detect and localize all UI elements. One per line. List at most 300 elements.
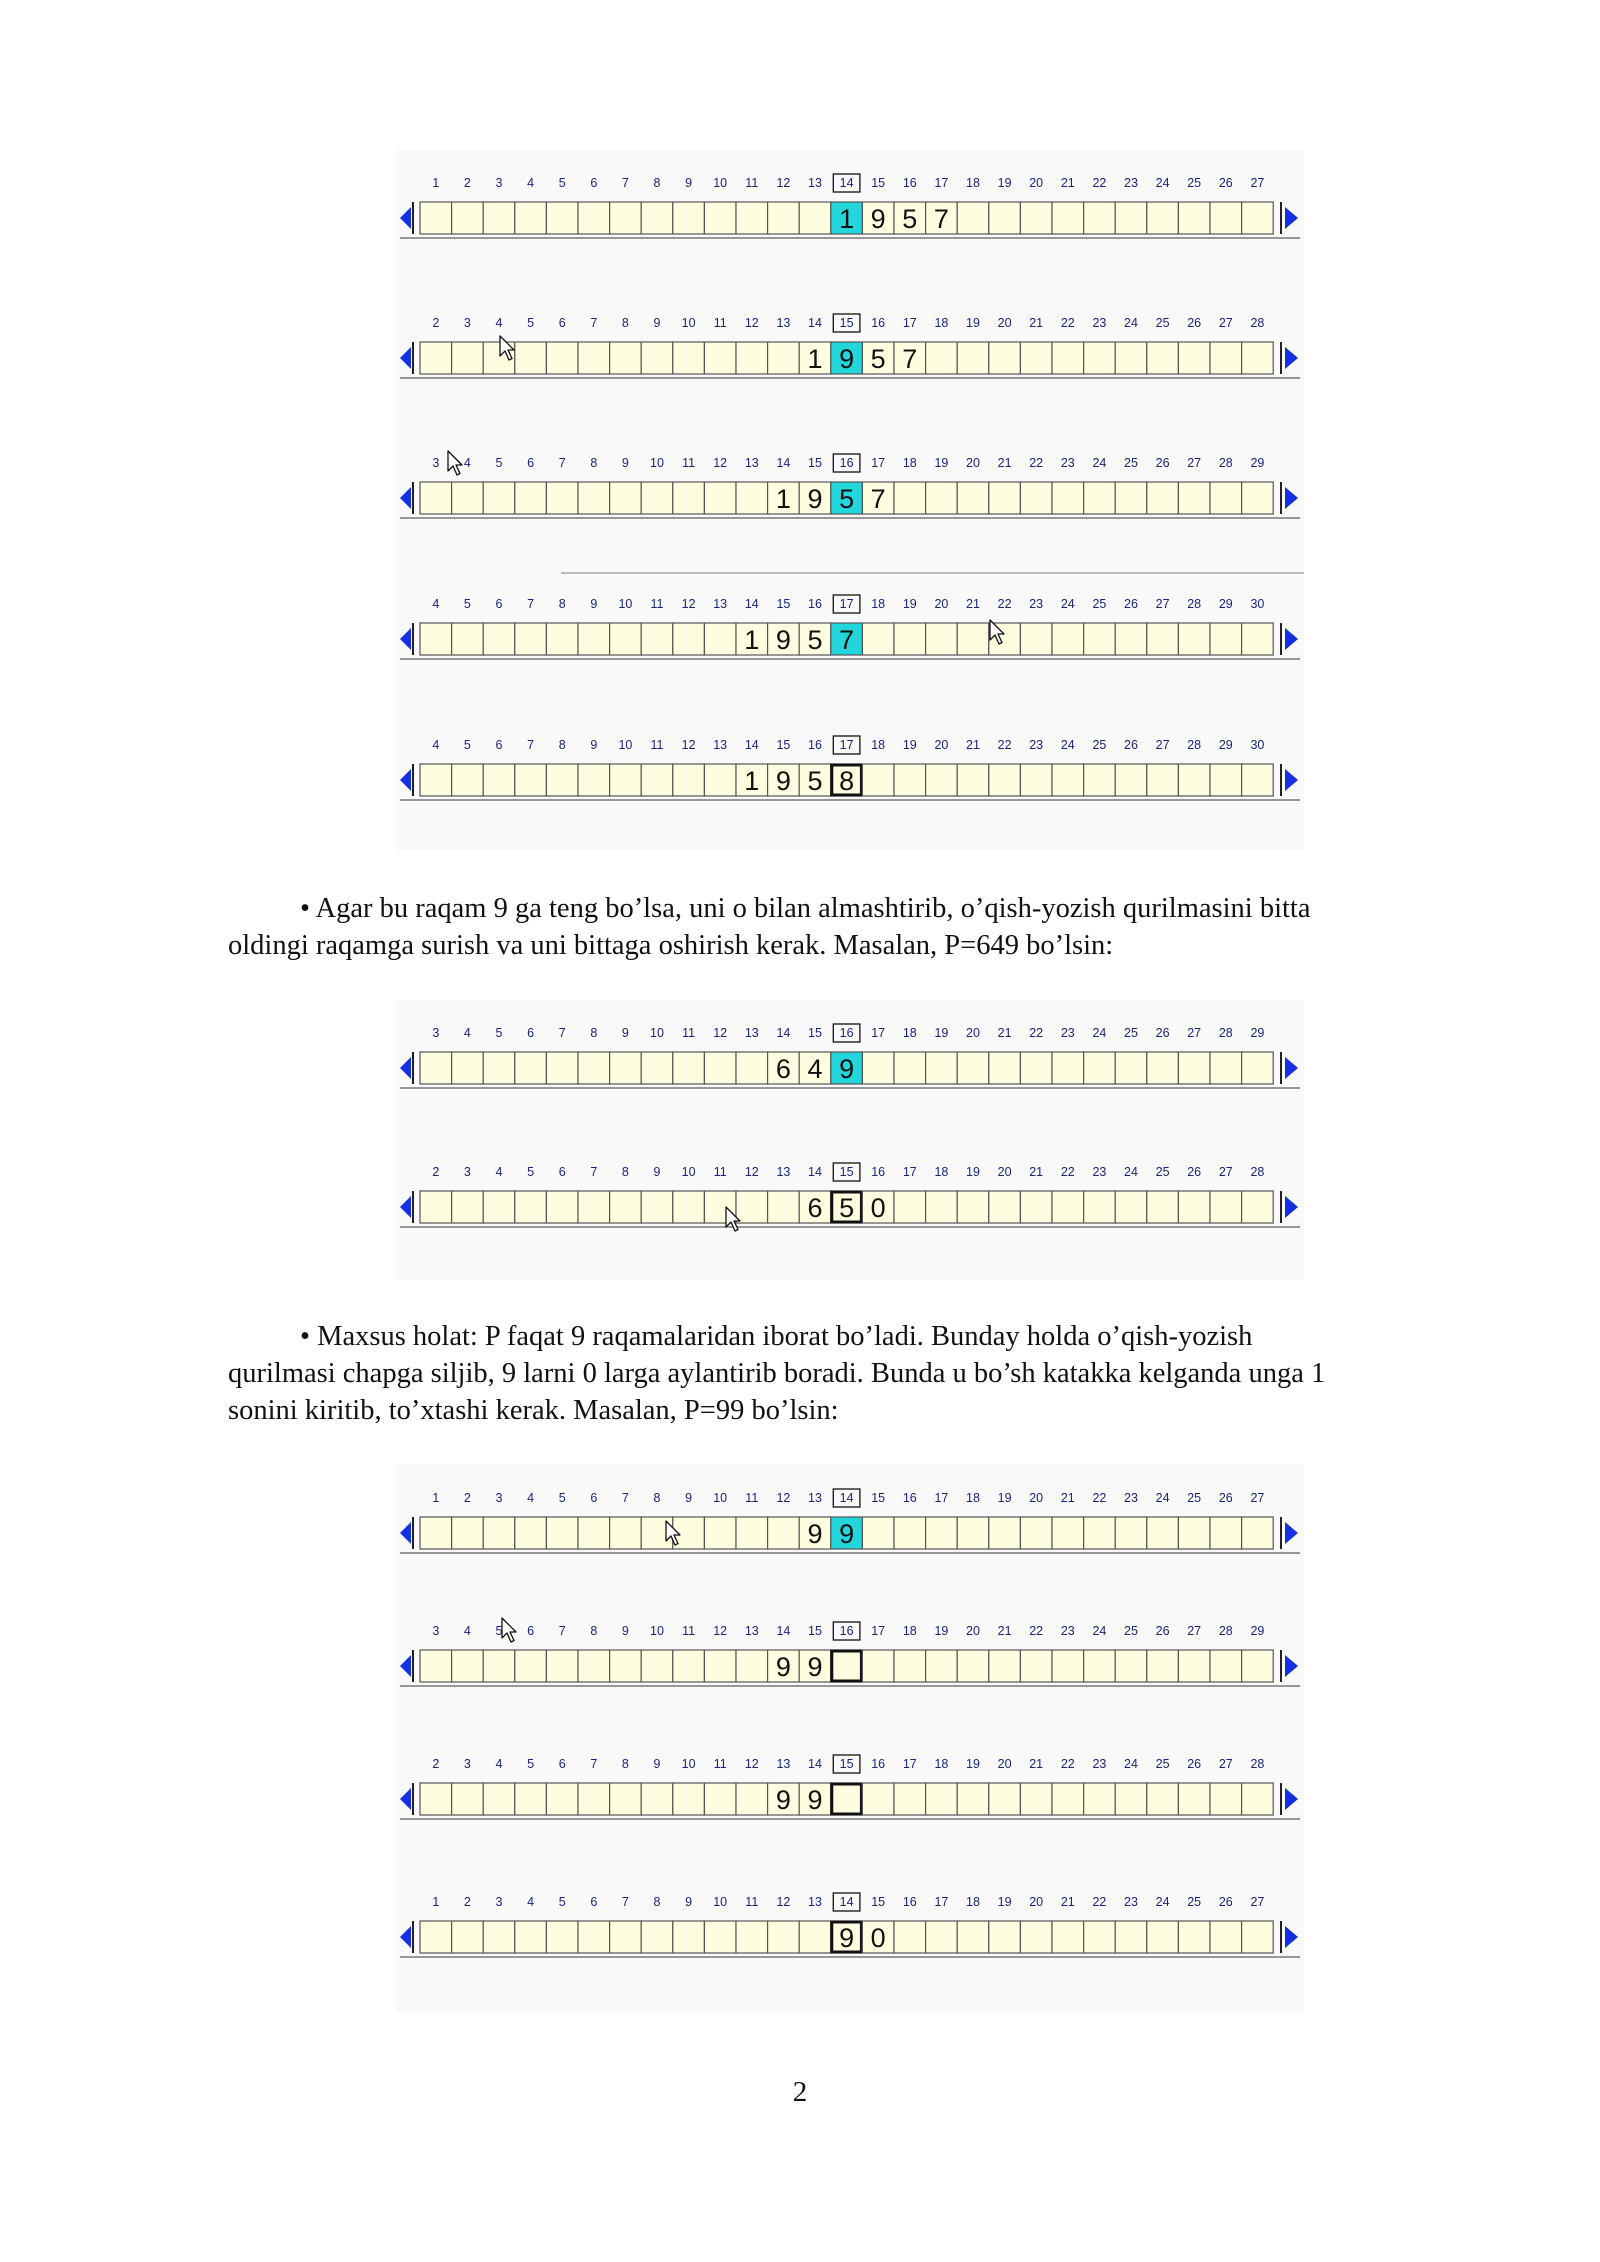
tape-cell[interactable] — [1115, 1517, 1147, 1549]
tape-cell[interactable] — [1242, 1052, 1274, 1084]
tape-index-label: 9 — [621, 1624, 629, 1638]
scroll-right-icon[interactable] — [1281, 1191, 1298, 1223]
tape-cell[interactable] — [736, 482, 768, 514]
tape-cell[interactable] — [894, 1650, 926, 1682]
tape-cell[interactable] — [1178, 202, 1210, 234]
tape-cell[interactable] — [1210, 1052, 1242, 1084]
tape-cell[interactable] — [989, 202, 1021, 234]
tape-cell[interactable] — [452, 342, 484, 374]
tape-cell[interactable] — [989, 1783, 1021, 1815]
tape-cell[interactable] — [768, 1191, 800, 1223]
tape-cell[interactable] — [452, 764, 484, 796]
tape-cell[interactable] — [1084, 1191, 1116, 1223]
tape-cell[interactable] — [673, 1052, 705, 1084]
scroll-left-icon[interactable] — [400, 1921, 413, 1953]
tape-cell[interactable] — [452, 623, 484, 655]
tape-cell[interactable] — [1084, 1517, 1116, 1549]
tape-cell[interactable] — [452, 1191, 484, 1223]
tape-cell[interactable] — [957, 1517, 989, 1549]
tape-cell[interactable] — [483, 1921, 515, 1953]
tape-index-label: 20 — [966, 1624, 980, 1638]
scroll-right-icon[interactable] — [1281, 202, 1298, 234]
tape-cell[interactable] — [704, 764, 736, 796]
tape-cell[interactable] — [673, 482, 705, 514]
tape-cell[interactable] — [1052, 1052, 1084, 1084]
tape-cell[interactable] — [483, 1052, 515, 1084]
tape-index-label: 14 — [808, 1757, 822, 1771]
tape-cell[interactable] — [989, 482, 1021, 514]
tape-cell[interactable] — [704, 1783, 736, 1815]
tape-index-label: 25 — [1187, 1895, 1202, 1909]
tape-cell[interactable] — [1242, 342, 1274, 374]
scroll-left-icon[interactable] — [400, 342, 413, 374]
scroll-right-icon[interactable] — [1281, 623, 1298, 655]
scroll-right-icon[interactable] — [1281, 1650, 1298, 1682]
tape-cell[interactable] — [420, 1921, 452, 1953]
tape-cell[interactable] — [704, 1650, 736, 1682]
tape-cell[interactable] — [452, 1052, 484, 1084]
tape-cell[interactable] — [926, 1191, 958, 1223]
tape-cell[interactable] — [1210, 1191, 1242, 1223]
tape-cell[interactable] — [957, 764, 989, 796]
tape-cell[interactable] — [1115, 1191, 1147, 1223]
tape-cell[interactable] — [799, 1921, 831, 1953]
tape-cell[interactable] — [1147, 1052, 1179, 1084]
tape-cell[interactable] — [515, 1517, 547, 1549]
tape-cell[interactable] — [1115, 342, 1147, 374]
tape-cell[interactable] — [862, 764, 894, 796]
tape-cell[interactable] — [420, 1517, 452, 1549]
tape-symbol: 5 — [807, 625, 823, 655]
tape-cell[interactable] — [1178, 1650, 1210, 1682]
tape-cell[interactable] — [641, 1650, 673, 1682]
tape-cell[interactable] — [546, 1517, 578, 1549]
tape-cell[interactable] — [1147, 1921, 1179, 1953]
scroll-left-icon[interactable] — [400, 1650, 413, 1682]
tape-cell[interactable] — [515, 1921, 547, 1953]
scroll-right-icon[interactable] — [1281, 482, 1298, 514]
tape-cell[interactable] — [1084, 764, 1116, 796]
tape-cell[interactable] — [989, 1191, 1021, 1223]
tape-cell[interactable] — [736, 202, 768, 234]
scroll-right-icon[interactable] — [1281, 764, 1298, 796]
tape-cell[interactable] — [641, 1517, 673, 1549]
tape-cell[interactable] — [1242, 482, 1274, 514]
tape-cell[interactable] — [989, 342, 1021, 374]
tape-cell[interactable] — [1147, 482, 1179, 514]
tape-cell[interactable] — [641, 1052, 673, 1084]
tape-cell[interactable] — [926, 623, 958, 655]
tape-cell[interactable] — [546, 202, 578, 234]
tape-cell[interactable] — [546, 482, 578, 514]
tape-cell[interactable] — [483, 482, 515, 514]
tape-cell[interactable] — [957, 623, 989, 655]
tape-cell[interactable] — [578, 1650, 610, 1682]
tape-cell[interactable] — [894, 1052, 926, 1084]
scroll-left-icon[interactable] — [400, 202, 413, 234]
tape-cell[interactable] — [1178, 1191, 1210, 1223]
tape-cell[interactable] — [768, 1517, 800, 1549]
scroll-right-icon[interactable] — [1281, 1783, 1298, 1815]
tape-cell[interactable] — [578, 1783, 610, 1815]
tape-cell[interactable] — [673, 1921, 705, 1953]
scroll-right-icon[interactable] — [1281, 1517, 1298, 1549]
tape-cell[interactable] — [957, 1052, 989, 1084]
tape-cell[interactable] — [1178, 1517, 1210, 1549]
tape-cell[interactable] — [610, 482, 642, 514]
tape-cell[interactable] — [1210, 1921, 1242, 1953]
tape-cell[interactable] — [926, 764, 958, 796]
tape-cell[interactable] — [1020, 1191, 1052, 1223]
tape-cell[interactable] — [1020, 1517, 1052, 1549]
tape-cell[interactable] — [578, 1921, 610, 1953]
tape-cell[interactable] — [894, 1517, 926, 1549]
tape-cell[interactable] — [515, 482, 547, 514]
tape-cell[interactable] — [420, 1650, 452, 1682]
tape-cell[interactable] — [578, 1517, 610, 1549]
tape-cell[interactable] — [704, 1052, 736, 1084]
tape-cell[interactable] — [420, 764, 452, 796]
tape-cell[interactable] — [862, 1517, 894, 1549]
tape-cell[interactable] — [1147, 623, 1179, 655]
tape-cell[interactable] — [641, 1921, 673, 1953]
tape-cell[interactable] — [420, 482, 452, 514]
tape-cell[interactable] — [1052, 202, 1084, 234]
tape-cell[interactable] — [1084, 342, 1116, 374]
tape-cell[interactable] — [483, 1517, 515, 1549]
tape-cell[interactable] — [1242, 202, 1274, 234]
tape-cell[interactable] — [483, 202, 515, 234]
tape-index-label: 9 — [590, 597, 598, 611]
tape-cell[interactable] — [610, 623, 642, 655]
tape-cell[interactable] — [1020, 623, 1052, 655]
tape-cell[interactable] — [483, 1191, 515, 1223]
tape-cell[interactable] — [1052, 1921, 1084, 1953]
tape-cell[interactable] — [452, 482, 484, 514]
tape-cell[interactable] — [736, 342, 768, 374]
scroll-right-icon[interactable] — [1281, 1052, 1298, 1084]
tape-cell[interactable] — [989, 1517, 1021, 1549]
tape-cell[interactable] — [515, 764, 547, 796]
tape-cell[interactable] — [1052, 482, 1084, 514]
tape-cell[interactable] — [704, 1517, 736, 1549]
tape-cell[interactable] — [546, 1783, 578, 1815]
tape-cell[interactable] — [1210, 342, 1242, 374]
tape-cell-head[interactable] — [831, 1783, 863, 1815]
tape-cell[interactable] — [673, 1191, 705, 1223]
tape-cell[interactable] — [926, 1783, 958, 1815]
tape-cell[interactable] — [673, 342, 705, 374]
tape-cell[interactable] — [673, 1783, 705, 1815]
tape-cell[interactable] — [1052, 1191, 1084, 1223]
tape-cell[interactable] — [1147, 1517, 1179, 1549]
tape-cell[interactable] — [1242, 1783, 1274, 1815]
scroll-left-icon[interactable] — [400, 1783, 413, 1815]
tape-cell[interactable] — [578, 764, 610, 796]
tape-cell[interactable] — [578, 342, 610, 374]
tape-cell[interactable] — [768, 202, 800, 234]
tape-cell[interactable] — [894, 764, 926, 796]
tape-cell[interactable] — [1242, 764, 1274, 796]
tape-cell[interactable] — [1147, 202, 1179, 234]
tape-cell[interactable] — [926, 1921, 958, 1953]
tape-cell[interactable] — [1020, 1650, 1052, 1682]
tape-cell[interactable] — [641, 342, 673, 374]
tape-cell[interactable] — [1084, 1921, 1116, 1953]
tape-cell[interactable] — [483, 1650, 515, 1682]
tape-cell[interactable] — [673, 202, 705, 234]
tape-cell[interactable] — [862, 623, 894, 655]
tape-cell[interactable] — [1020, 202, 1052, 234]
tape-cell[interactable] — [546, 1921, 578, 1953]
tape-cell[interactable] — [1020, 482, 1052, 514]
scroll-right-icon[interactable] — [1281, 342, 1298, 374]
tape-cell[interactable] — [1052, 1650, 1084, 1682]
tape-cell[interactable] — [452, 1517, 484, 1549]
tape-cell[interactable] — [926, 1052, 958, 1084]
tape-cell[interactable] — [957, 482, 989, 514]
tape-cell[interactable] — [1115, 202, 1147, 234]
tape-cell[interactable] — [894, 623, 926, 655]
tape-cell[interactable] — [1020, 1052, 1052, 1084]
tape-cell[interactable] — [736, 1517, 768, 1549]
tape-index-label: 12 — [713, 1624, 728, 1638]
tape-cell[interactable] — [673, 1517, 705, 1549]
tape-cell[interactable] — [578, 623, 610, 655]
tape-cell[interactable] — [1052, 342, 1084, 374]
tape-cell[interactable] — [452, 1650, 484, 1682]
tape-cell[interactable] — [1178, 623, 1210, 655]
tape-cell[interactable] — [1115, 764, 1147, 796]
scroll-left-icon[interactable] — [400, 482, 413, 514]
tape-cell[interactable] — [1210, 623, 1242, 655]
tape-cell[interactable] — [1210, 482, 1242, 514]
scroll-right-icon[interactable] — [1281, 1921, 1298, 1953]
tape-cell[interactable] — [736, 1191, 768, 1223]
tape-cell[interactable] — [515, 202, 547, 234]
tape-cell[interactable] — [1115, 1783, 1147, 1815]
tape-cell[interactable] — [420, 1783, 452, 1815]
tape-cell[interactable] — [1020, 342, 1052, 374]
tape-cell[interactable] — [1178, 342, 1210, 374]
tape-cell[interactable] — [546, 1052, 578, 1084]
tape-cell[interactable] — [641, 764, 673, 796]
tape-cell[interactable] — [1178, 764, 1210, 796]
tape-cell[interactable] — [704, 482, 736, 514]
tape-cell[interactable] — [736, 1921, 768, 1953]
tape-cell[interactable] — [452, 1783, 484, 1815]
tape-cell[interactable] — [546, 1650, 578, 1682]
tape-cell[interactable] — [862, 1650, 894, 1682]
tape-cell[interactable] — [1115, 1052, 1147, 1084]
tape-cell[interactable] — [1084, 623, 1116, 655]
tape-cell[interactable] — [894, 1783, 926, 1815]
tape-cell[interactable] — [610, 1921, 642, 1953]
tape-cell[interactable] — [736, 1650, 768, 1682]
tape-cell[interactable] — [736, 1052, 768, 1084]
tape-cell[interactable] — [515, 1783, 547, 1815]
tape-cell[interactable] — [641, 1783, 673, 1815]
tape-cell[interactable] — [610, 1650, 642, 1682]
tape-cell[interactable] — [957, 1191, 989, 1223]
tape-cell[interactable] — [1178, 1052, 1210, 1084]
tape-cell[interactable] — [704, 1191, 736, 1223]
tape-cell[interactable] — [452, 1921, 484, 1953]
tape-cell[interactable] — [546, 623, 578, 655]
tape-cell[interactable] — [1115, 1921, 1147, 1953]
tape-symbol: 9 — [775, 1785, 791, 1815]
scroll-left-icon[interactable] — [400, 623, 413, 655]
tape-cell[interactable] — [704, 1921, 736, 1953]
tape-cell[interactable] — [862, 1783, 894, 1815]
tape-cell[interactable] — [515, 342, 547, 374]
tape-cell[interactable] — [578, 1191, 610, 1223]
tape-cell[interactable] — [1020, 1783, 1052, 1815]
tape-cell[interactable] — [1242, 1650, 1274, 1682]
tape-cell[interactable] — [420, 202, 452, 234]
tape-cell[interactable] — [420, 623, 452, 655]
tape-cell[interactable] — [1084, 482, 1116, 514]
tape-index-label: 3 — [432, 1624, 440, 1638]
tape-cell[interactable] — [546, 342, 578, 374]
scroll-left-icon[interactable] — [400, 1517, 413, 1549]
tape-cell[interactable] — [1115, 623, 1147, 655]
tape-cell[interactable] — [1084, 1650, 1116, 1682]
tape-index-label: 10 — [650, 1624, 664, 1638]
tape-cell[interactable] — [768, 342, 800, 374]
tape-cell[interactable] — [610, 342, 642, 374]
tape-cell[interactable] — [578, 1052, 610, 1084]
tape-cell[interactable] — [1210, 1783, 1242, 1815]
tape-cell[interactable] — [736, 1783, 768, 1815]
tape-cell[interactable] — [926, 1650, 958, 1682]
tape-cell[interactable] — [641, 482, 673, 514]
tape-cell[interactable] — [1210, 764, 1242, 796]
tape-cell[interactable] — [641, 1191, 673, 1223]
tape-cell-head[interactable] — [831, 1650, 863, 1682]
tape-cell[interactable] — [926, 482, 958, 514]
tape-cell[interactable] — [420, 1052, 452, 1084]
tape-cell[interactable] — [1178, 482, 1210, 514]
tape-cell[interactable] — [673, 764, 705, 796]
tape-cell[interactable] — [420, 1191, 452, 1223]
tape-cell[interactable] — [704, 202, 736, 234]
tape-cell[interactable] — [546, 1191, 578, 1223]
tape-cell[interactable] — [641, 623, 673, 655]
scroll-left-icon[interactable] — [400, 1052, 413, 1084]
tape-cell[interactable] — [1242, 623, 1274, 655]
tape-cell[interactable] — [1052, 1517, 1084, 1549]
tape-cell[interactable] — [957, 342, 989, 374]
tape-cell[interactable] — [1147, 342, 1179, 374]
tape-cell[interactable] — [1147, 1191, 1179, 1223]
tape-index-label: 25 — [1124, 1026, 1138, 1040]
scroll-left-icon[interactable] — [400, 764, 413, 796]
tape-cell[interactable] — [957, 1783, 989, 1815]
tape-cell[interactable] — [957, 1921, 989, 1953]
tape-index-label: 17 — [839, 597, 854, 611]
tape-cell[interactable] — [483, 764, 515, 796]
tape-index-label: 22 — [1092, 1491, 1107, 1505]
tape-cell[interactable] — [515, 1052, 547, 1084]
tape-cell[interactable] — [610, 1783, 642, 1815]
tape-cell[interactable] — [704, 623, 736, 655]
tape-cell[interactable] — [641, 202, 673, 234]
tape-cell[interactable] — [989, 623, 1021, 655]
tape-cell[interactable] — [1020, 1921, 1052, 1953]
tape-cell[interactable] — [989, 1052, 1021, 1084]
tape-cell[interactable] — [1242, 1921, 1274, 1953]
tape-cell[interactable] — [1115, 482, 1147, 514]
tape-cell[interactable] — [483, 623, 515, 655]
tape-cell[interactable] — [894, 1191, 926, 1223]
tape-cell[interactable] — [1242, 1191, 1274, 1223]
tape-index-label: 6 — [558, 316, 566, 330]
tape-cell[interactable] — [1210, 202, 1242, 234]
tape-cell[interactable] — [957, 202, 989, 234]
tape-cell[interactable] — [894, 1921, 926, 1953]
tape-cell[interactable] — [1242, 1517, 1274, 1549]
tape-cell[interactable] — [610, 1517, 642, 1549]
tape-cell[interactable] — [862, 1052, 894, 1084]
tape-cell[interactable] — [1052, 1783, 1084, 1815]
tape-cell[interactable] — [1052, 623, 1084, 655]
tape-cell[interactable] — [610, 764, 642, 796]
tape-cell[interactable] — [578, 202, 610, 234]
tape-symbol: 5 — [839, 484, 855, 514]
scroll-left-icon[interactable] — [400, 1191, 413, 1223]
tape-cell[interactable] — [989, 764, 1021, 796]
tape-cell[interactable] — [989, 1921, 1021, 1953]
tape-cell[interactable] — [926, 1517, 958, 1549]
tape-cell[interactable] — [1084, 1052, 1116, 1084]
tape-cell[interactable] — [610, 1191, 642, 1223]
tape-cell[interactable] — [894, 482, 926, 514]
tape-cell[interactable] — [673, 623, 705, 655]
tape-cell[interactable] — [515, 623, 547, 655]
tape-cell[interactable] — [1020, 764, 1052, 796]
tape-cell[interactable] — [1178, 1783, 1210, 1815]
tape-cell[interactable] — [420, 342, 452, 374]
tape-cell[interactable] — [546, 764, 578, 796]
tape-cell[interactable] — [515, 1650, 547, 1682]
tape-cell[interactable] — [704, 342, 736, 374]
tape-cell[interactable] — [1115, 1650, 1147, 1682]
tape-cell[interactable] — [483, 342, 515, 374]
tape-cell[interactable] — [1210, 1650, 1242, 1682]
tape-cell[interactable] — [1147, 1650, 1179, 1682]
tape-cell[interactable] — [578, 482, 610, 514]
tape-cell[interactable] — [483, 1783, 515, 1815]
tape-cell[interactable] — [1178, 1921, 1210, 1953]
tape-cell[interactable] — [1147, 764, 1179, 796]
tape-cell[interactable] — [768, 1921, 800, 1953]
tape-cell[interactable] — [1084, 1783, 1116, 1815]
tape-cell[interactable] — [926, 342, 958, 374]
tape-cell[interactable] — [610, 1052, 642, 1084]
tape-cell[interactable] — [799, 202, 831, 234]
tape-cell[interactable] — [673, 1650, 705, 1682]
tape-cell[interactable] — [1147, 1783, 1179, 1815]
tape-cell[interactable] — [989, 1650, 1021, 1682]
tape-cell[interactable] — [1084, 202, 1116, 234]
tape-cell[interactable] — [957, 1650, 989, 1682]
tape-cell[interactable] — [1052, 764, 1084, 796]
tape-cell[interactable] — [610, 202, 642, 234]
tape-cell[interactable] — [515, 1191, 547, 1223]
tape-cell[interactable] — [452, 202, 484, 234]
tape-cell[interactable] — [1210, 1517, 1242, 1549]
